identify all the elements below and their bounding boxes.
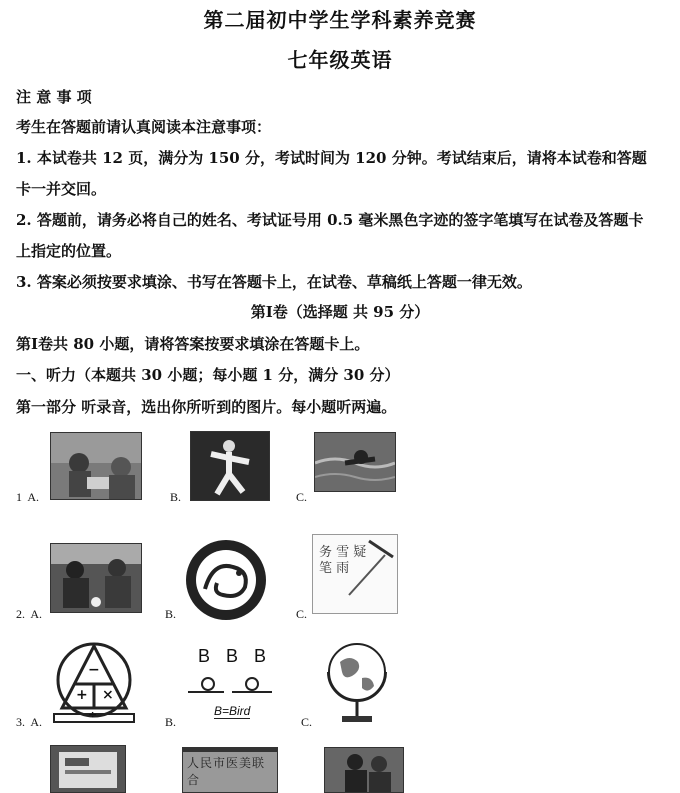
q3-image-b[interactable] (184, 644, 276, 724)
question-number: 2. (16, 607, 25, 621)
q2-label (16, 607, 42, 622)
plus-sign: + (76, 687, 88, 703)
bird-caption: B=Bird (214, 704, 251, 718)
q2c-characters: 务 雪 疑 笔 雨 (319, 545, 367, 576)
section1-instruction: 第一部分 听录音，选出你所听到的图片。每小题听两遍。 (16, 398, 397, 416)
q1-label (16, 490, 39, 505)
letter-b-1: B (198, 646, 211, 666)
q2-image-b[interactable] (183, 537, 269, 623)
notice-item2-line2: 上指定的位置。 (16, 242, 122, 260)
notice-intro: 考生在答题前请认真阅读本注意事项： (16, 118, 272, 136)
divide-sign: ÷ (88, 708, 98, 721)
q4-image-a[interactable] (50, 745, 126, 793)
option-b-label: B. (165, 607, 177, 621)
volume-note: 第Ⅰ卷共 80 小题，请将答案按要求填涂在答题卡上。 (16, 335, 370, 353)
option-c-label: C. (301, 715, 313, 729)
q1-image-a[interactable] (50, 432, 142, 500)
notice-item1-line2: 卡一并交回。 (16, 180, 107, 198)
q4-image-c[interactable] (324, 747, 404, 793)
notice-item3: 3. 答案必须按要求填涂、书写在答题卡上，在试卷、草稿纸上答题一律无效。 (16, 273, 532, 291)
question-number: 1 (16, 490, 22, 504)
q3-label (16, 715, 42, 730)
letter-b-3: B (254, 646, 267, 666)
times-sign: × (102, 687, 114, 703)
minus-sign: − (88, 662, 100, 678)
option-c-label: C. (296, 490, 308, 504)
page-title: 第二届初中学生学科素养竞赛 (203, 8, 477, 32)
q4b-banner: 人民市医美联合 (187, 756, 266, 787)
question-number: 3. (16, 715, 25, 729)
q3-image-c[interactable] (322, 636, 392, 726)
q4-image-b[interactable] (182, 747, 278, 793)
volume-title: 第Ⅰ卷（选择题 共 95 分） (250, 303, 430, 321)
q3-image-a[interactable] (50, 642, 138, 724)
notice-item1-line1: 1. 本试卷共 12 页，满分为 150 分，考试时间为 120 分钟。考试结束后，请将本试卷和答题 (16, 149, 647, 167)
q2-image-a[interactable] (50, 543, 142, 613)
option-b-label: B. (165, 715, 177, 729)
section-title: 一、听力（本题共 30 小题；每小题 1 分，满分 30 分） (16, 366, 400, 384)
q2-image-c[interactable] (312, 534, 398, 614)
q1-image-c[interactable] (314, 432, 396, 492)
notice-item2-line1: 2. 答题前，请务必将自己的姓名、考试证号用 0.5 毫米黑色字迹的签字笔填写在试卷及答题卡 (16, 211, 644, 229)
letter-b-2: B (226, 646, 239, 666)
option-c-label: C. (296, 607, 308, 621)
q1-image-b[interactable] (190, 431, 270, 501)
page-subtitle: 七年级英语 (287, 48, 393, 72)
option-a-label: A. (30, 715, 43, 729)
option-b-label: B. (170, 490, 182, 504)
option-a-label: A. (27, 490, 40, 504)
notice-heading: 注 意 事 项 (16, 88, 92, 106)
option-a-label: A. (30, 607, 43, 621)
